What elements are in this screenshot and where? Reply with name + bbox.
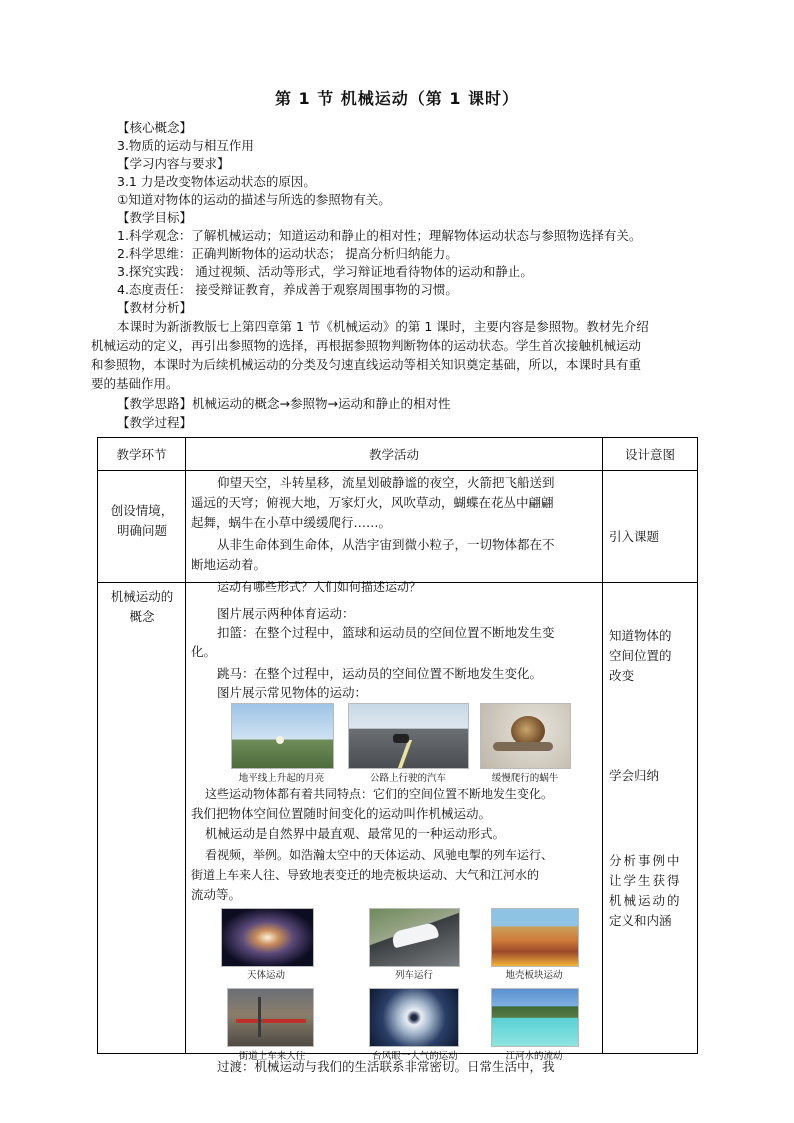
intent-text: 知道物体的 [609, 628, 672, 643]
header-stage: 教学环节 [98, 438, 186, 471]
stage-cell [98, 583, 186, 1054]
photo-caption: 地壳板块运动 [505, 970, 563, 981]
river-photo [491, 988, 579, 1047]
table-header-row [98, 438, 698, 471]
teaching-goal-2: 2.科学思维：正确判断物体的运动状态； 提高分析归纳能力。 [117, 246, 458, 261]
activity-text: 看视频，举例。如浩瀚太空中的天体运动、风驰电掣的列车运行、 [205, 848, 554, 862]
photo-caption: 天体运动 [246, 970, 285, 981]
snail-photo [480, 703, 571, 769]
teaching-process-heading: 【教学过程】 [117, 415, 193, 430]
typhoon-photo [369, 988, 459, 1047]
activity-text: 我们把物体空间位置随时间变化的运动叫作机械运动。 [191, 806, 492, 821]
photo-caption: 江河水的流动 [505, 1051, 563, 1062]
stage-label-2: 明确问题 [116, 523, 167, 538]
street-photo [227, 988, 314, 1047]
activity-text: 仰望天空，斗转星移，流星划破静谧的夜空，火箭把飞船送到 [217, 475, 555, 490]
stage-label-2: 概念 [129, 609, 155, 624]
car-photo [348, 703, 469, 769]
learning-content-item-1: 3.1 力是改变物体运动状态的原因。 [117, 174, 316, 189]
activity-text: 街道上车来人往、导致地表变迁的地壳板块运动、大气和江河水的 [191, 868, 540, 882]
activity-cell [186, 583, 603, 1074]
galaxy-photo [221, 908, 314, 967]
activity-text: 图片展示常见物体的运动： [217, 685, 368, 700]
activity-text: 起舞，蜗牛在小草中缓缓爬行……。 [191, 515, 392, 530]
activity-text: 流动等。 [191, 887, 242, 902]
intent-text: 机械运动的 [609, 893, 682, 908]
teaching-process-table [97, 437, 698, 1074]
photo-caption: 台风眼一大气的运动 [372, 1051, 458, 1062]
material-analysis-line-3: 和参照物，本课时为后续机械运动的分类及匀速直线运动等相关知识奠定基础，所以，本课时具有重 [91, 357, 642, 372]
learning-content-item-2: ①知道对物体的运动的描述与所选的参照物有关。 [117, 192, 391, 207]
activity-text: 从非生命体到生命体，从浩宇宙到微小粒子，一切物体都在不 [217, 537, 555, 552]
activity-question: 运动有哪些形式？人们如何描述运动？ [217, 580, 422, 594]
teaching-idea: 【教学思路】机械运动的概念→参照物→运动和静止的相对性 [117, 396, 451, 411]
learning-content-heading: 【学习内容与要求】 [117, 156, 230, 171]
intent-text: 引入课题 [609, 529, 660, 544]
activity-text: 过渡：机械运动与我们的生活联系非常密切。日常生活中，我 [217, 1059, 555, 1074]
photo-caption: 缓慢爬行的蜗牛 [491, 773, 559, 784]
activity-text: 机械运动是自然界中最直观、最常见的一种运动形式。 [205, 826, 506, 841]
activity-text: 图片展示两种体育运动： [217, 606, 355, 621]
photo-caption: 公路上行驶的汽车 [369, 773, 446, 784]
activity-cell [186, 471, 603, 594]
intent-cell [603, 471, 698, 583]
photo-caption: 地平线上升起的月亮 [238, 773, 325, 784]
intent-text: 空间位置的 [609, 648, 672, 663]
activity-text: 跳马：在整个过程中，运动员的空间位置不断地发生变化。 [217, 666, 543, 681]
teaching-goals-heading: 【教学目标】 [117, 210, 193, 225]
stage-label-1: 创设情境， [110, 503, 174, 518]
header-intent: 设计意图 [603, 438, 698, 471]
core-concept-item: 3.物质的运动与相互作用 [117, 138, 254, 153]
moon-photo [231, 703, 334, 769]
intent-text: 分析事例中 [609, 853, 682, 868]
intent-cell [603, 583, 698, 1054]
photo-caption: 列车运行 [394, 970, 433, 981]
activity-text: 断地运动着。 [191, 557, 267, 572]
intent-text: 学会归纳 [609, 768, 660, 783]
stage-cell [98, 471, 186, 583]
photo-caption: 街道上车来人往 [238, 1051, 306, 1062]
activity-text: 遥远的天穹；俯视大地，万家灯火，风吹草动，蝴蝶在花丛中翩翩 [191, 495, 554, 510]
stage-label-1: 机械运动的 [110, 589, 174, 604]
activity-text: 扣篮：在整个过程中，篮球和运动员的空间位置不断地发生变 [217, 625, 555, 640]
table-row [98, 471, 698, 583]
material-analysis-line-2: 机械运动的定义，再引出参照物的选择，再根据参照物判断物体的运动状态。学生首次接触机械运动 [91, 338, 642, 353]
activity-text: 这些运动物体都有着共同特点：它们的空间位置不断地发生变化。 [205, 787, 554, 801]
material-analysis-line-4: 要的基础作用。 [91, 376, 179, 391]
page-title: 第 1 节 机械运动（第 1 课时） [274, 89, 520, 108]
crust-plates-photo [491, 908, 579, 967]
intent-text: 改变 [609, 668, 635, 683]
material-analysis-heading: 【教材分析】 [117, 300, 193, 315]
teaching-goal-3: 3.探究实践： 通过视频、活动等形式，学习辩证地看待物体的运动和静止。 [117, 264, 533, 279]
activity-text: 化。 [191, 644, 217, 659]
material-analysis-line-1: 本课时为新浙教版七上第四章第 1 节《机械运动》的第 1 课时，主要内容是参照物。教材先介绍 [117, 319, 649, 334]
header-activity: 教学活动 [186, 438, 603, 471]
core-concept-heading: 【核心概念】 [117, 120, 193, 135]
teaching-goal-4: 4.态度责任： 接受辩证教育，养成善于观察周围事物的习惯。 [117, 282, 458, 297]
intent-text: 让学生获得 [609, 873, 682, 888]
table-row [98, 583, 698, 1054]
intent-text: 定义和内涵 [609, 913, 672, 928]
teaching-goal-1: 1.科学观念：了解机械运动；知道运动和静止的相对性；理解物体运动状态与参照物选择有关。 [117, 228, 642, 243]
train-photo [369, 908, 460, 967]
